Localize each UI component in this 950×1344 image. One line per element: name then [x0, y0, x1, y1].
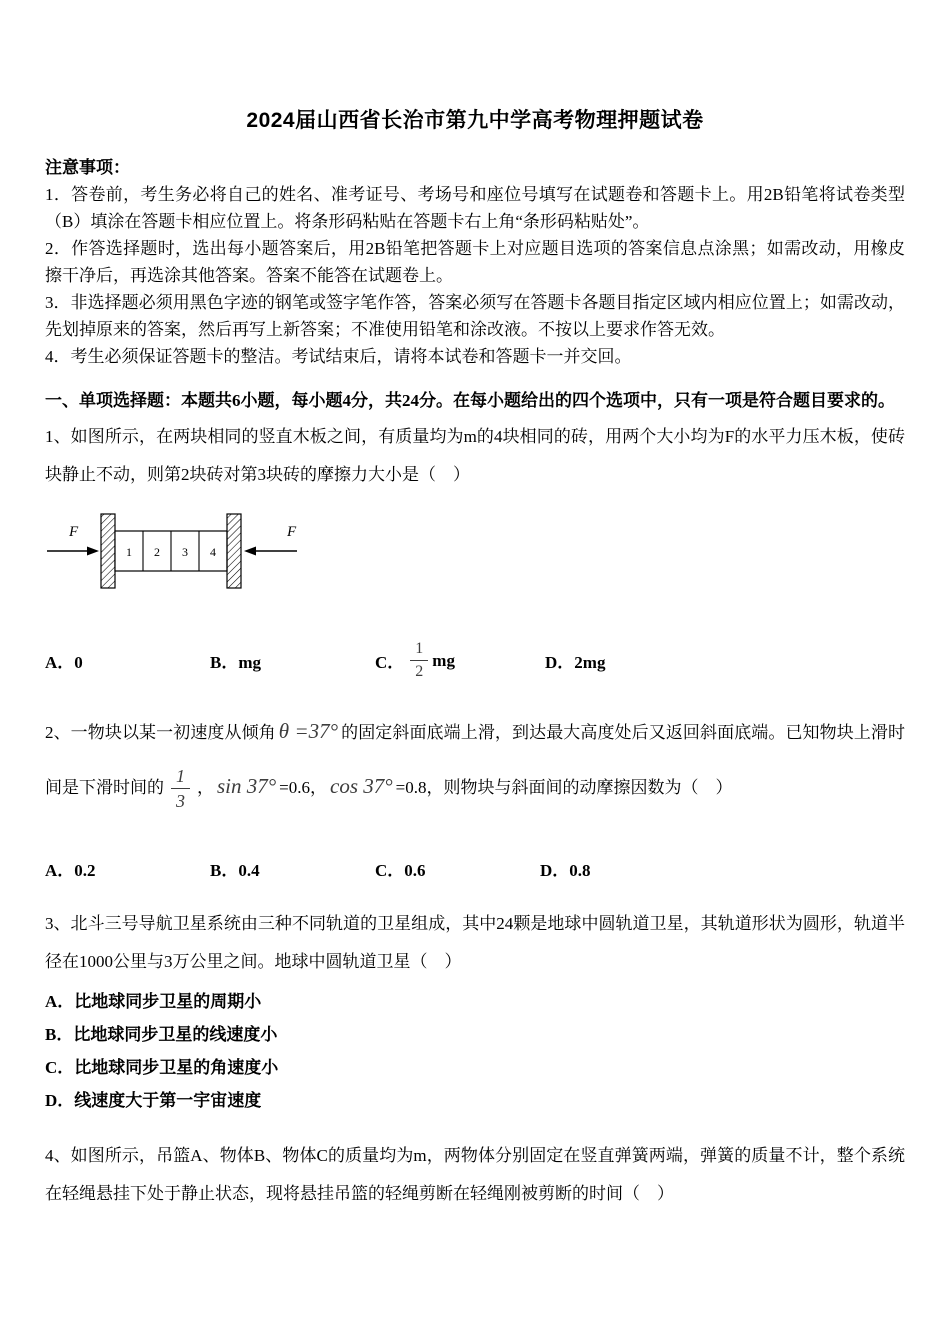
- left-force-label: F: [69, 524, 79, 540]
- q1-option-c-fraction: [410, 640, 428, 682]
- question-3-text: 3、北斗三号导航卫星系统由三种不同轨道的卫星组成，其中24颗是地球中圆轨道卫星，其轨道形状为圆形，轨道半径在1000公里与3万公里之间。地球中圆轨道卫星（ ）: [45, 914, 905, 972]
- notice-section: [45, 154, 905, 370]
- q1-option-d: D．2mg: [545, 653, 606, 673]
- q2-fraction: [171, 752, 190, 826]
- bricks-boards-diagram: [45, 502, 325, 598]
- right-board: [227, 514, 241, 588]
- question-4-text: 4、如图所示，吊篮A、物体B、物体C的质量均为m，两物体分别固定在竖直弹簧两端，弹簧的质量不计，整个系统在轻绳悬挂下处于静止状态，现将悬挂吊篮的轻绳剪断在轻绳刚被剪断的时间（ ）: [45, 1146, 905, 1204]
- q1-option-c-label: C．: [375, 653, 405, 673]
- question-1-options: [45, 640, 905, 682]
- left-board: [101, 514, 115, 588]
- question-2-options: [45, 856, 905, 881]
- q1-option-c-suffix: mg: [432, 650, 455, 670]
- brick-4-label: 4: [210, 545, 216, 559]
- right-arrowhead-icon: [244, 547, 256, 556]
- q2-text-1: 2、一物块以某一初速度从倾角: [45, 722, 276, 742]
- right-force-arrow: [244, 524, 297, 556]
- q3-option-a: A．比地球同步卫星的周期小: [45, 992, 262, 1012]
- notice-item-2: 2．作答选择题时，选出每小题答案后，用2B铅笔把答题卡上对应题目选项的答案信息点涂黑；如需改动，用橡皮擦干净后，再选涂其他答案。答案不能答在试题卷上。: [45, 239, 905, 285]
- q1-option-a: A．0: [45, 653, 83, 673]
- q2-math-sin: sin 37°: [217, 773, 277, 798]
- q2-text-5: =0.6，: [279, 777, 327, 797]
- q2-option-c: C．0.6: [375, 861, 426, 881]
- brick-2-label: 2: [154, 545, 160, 559]
- fraction-numerator: 1: [171, 766, 190, 790]
- brick-3-label: 3: [182, 545, 188, 559]
- left-force-arrow: [47, 524, 99, 556]
- q2-text-3: 下滑时间的: [79, 777, 164, 797]
- q2-option-a: A．0.2: [45, 861, 96, 881]
- q2-option-b: B．0.4: [210, 861, 260, 881]
- brick-1-label: 1: [126, 545, 132, 559]
- question-3-options: [45, 985, 905, 1117]
- question-2-text: [45, 712, 905, 826]
- q2-math-cos: cos 37°: [330, 773, 393, 798]
- q2-math-theta: θ =37°: [278, 718, 339, 743]
- q2-text-2: 的固定斜面底端上滑，到达最大高度处后又返回斜面底端。已知物块上滑时间是: [45, 722, 906, 797]
- q1-option-c: [375, 640, 545, 682]
- q3-option-c: C．比地球同步卫星的角速度小: [45, 1058, 279, 1078]
- q2-text-4: ，: [197, 777, 214, 797]
- q2-text-6: =0.8，则物块与斜面间的动摩擦因数为（ ）: [395, 777, 733, 797]
- q3-option-d: D．线速度大于第一宇宙速度: [45, 1091, 262, 1111]
- notice-item-1: 1．答卷前，考生务必将自己的姓名、准考证号、考场号和座位号填写在试题卷和答题卡上。用2B铅笔将试卷类型（B）填涂在答题卡相应位置上。将条形码粘贴在答题卡右上角“条形码粘贴处”。: [45, 185, 905, 231]
- page-title: 2024届山西省长治市第九中学高考物理押题试卷: [246, 109, 704, 132]
- notice-item-4: 4．考生必须保证答题卡的整洁。考试结束后，请将本试卷和答题卡一并交回。: [45, 347, 632, 366]
- question-1-figure: [45, 502, 905, 602]
- q3-option-b: B．比地球同步卫星的线速度小: [45, 1025, 278, 1045]
- fraction-denominator: 2: [415, 663, 424, 681]
- left-arrowhead-icon: [87, 547, 99, 556]
- right-force-label: F: [287, 524, 297, 540]
- q2-option-d: D．0.8: [540, 861, 591, 881]
- fraction-denominator: 3: [176, 791, 185, 812]
- notice-heading: 注意事项：: [45, 158, 130, 177]
- fraction-numerator: 1: [410, 640, 428, 661]
- notice-item-3: 3．非选择题必须用黑色字迹的钢笔或签字笔作答，答案必须写在答题卡各题目指定区域内相应位置上；如需改动，先划掉原来的答案，然后再写上新答案；不准使用铅笔和涂改液。不按以上要求作答无效。: [45, 293, 905, 339]
- q1-option-b: B．mg: [210, 653, 261, 673]
- bricks-row: [115, 531, 227, 571]
- section-heading: 一、单项选择题：本题共6小题，每小题4分，共24分。在每小题给出的四个选项中，只有一项是符合题目要求的。: [45, 391, 895, 410]
- question-1-text: 1、如图所示，在两块相同的竖直木板之间，有质量均为m的4块相同的砖，用两个大小均为F的水平力压木板，使砖块静止不动，则第2块砖对第3块砖的摩擦力大小是（ ）: [45, 427, 905, 484]
